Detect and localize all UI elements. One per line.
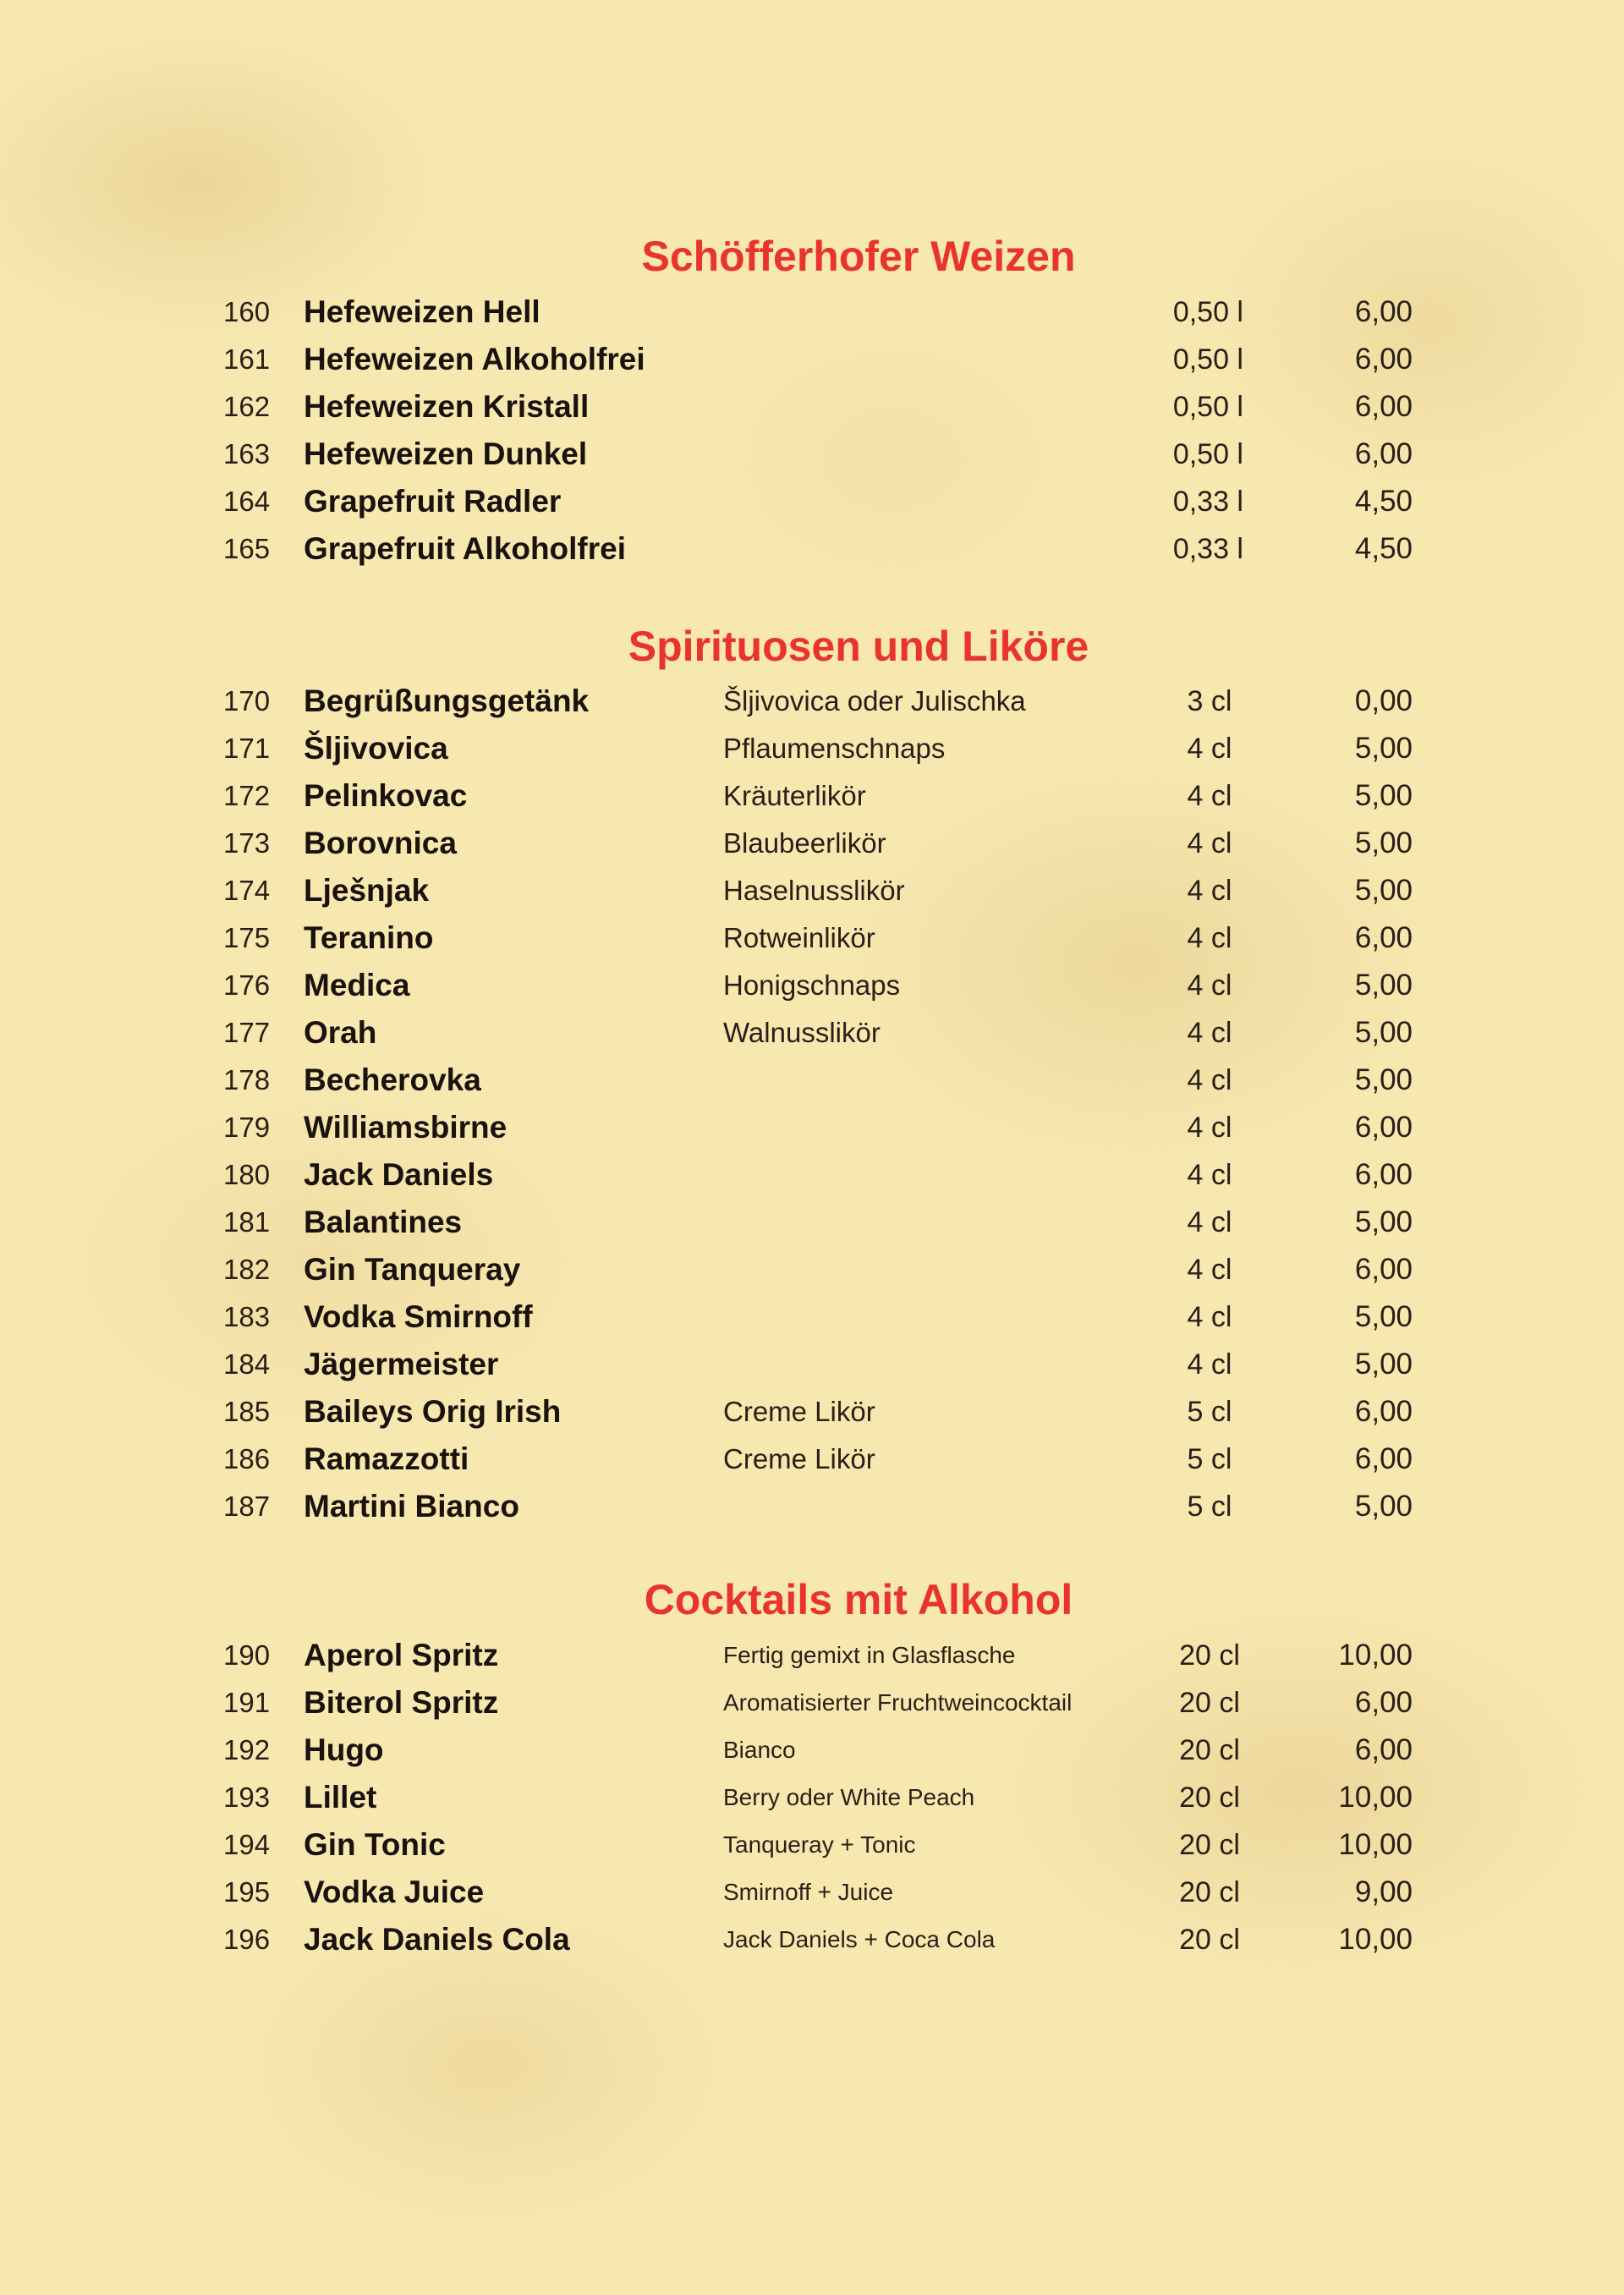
- menu-item-186: [0, 1436, 1624, 1483]
- item-number: 184: [223, 1348, 271, 1380]
- menu-item-187: [0, 1483, 1624, 1530]
- item-price: 6,00: [1354, 921, 1413, 954]
- item-number: 195: [223, 1876, 271, 1908]
- menu-item-180: [0, 1151, 1624, 1199]
- item-number: 176: [223, 969, 271, 1001]
- item-size: 20 cl: [1179, 1734, 1240, 1766]
- item-price: 5,00: [1354, 1300, 1413, 1333]
- item-description: Fertig gemixt in Glasflasche: [723, 1642, 1016, 1668]
- item-number: 180: [223, 1159, 271, 1190]
- item-number: 172: [223, 780, 271, 811]
- menu-item-184: [0, 1341, 1624, 1388]
- item-price: 4,50: [1354, 485, 1413, 518]
- item-number: 179: [223, 1112, 271, 1143]
- item-number: 175: [223, 922, 271, 953]
- item-price: 6,00: [1354, 1158, 1413, 1191]
- item-number: 186: [223, 1443, 271, 1474]
- item-name: Ramazzotti: [304, 1441, 469, 1476]
- item-size: 4 cl: [1187, 1254, 1232, 1286]
- item-description: Pflaumenschnaps: [723, 733, 946, 764]
- item-price: 5,00: [1354, 1016, 1413, 1049]
- item-name: Teranino: [304, 920, 434, 955]
- menu-item-182: [0, 1246, 1624, 1293]
- item-size: 4 cl: [1187, 1206, 1232, 1238]
- item-name: Gin Tanqueray: [304, 1252, 521, 1287]
- item-size: 20 cl: [1179, 1687, 1240, 1719]
- section-title-weizen: Schöfferhofer Weizen: [641, 233, 1076, 280]
- item-price: 9,00: [1354, 1875, 1413, 1908]
- item-name: Orah: [304, 1015, 377, 1050]
- item-name: Medica: [304, 968, 410, 1002]
- item-size: 4 cl: [1187, 922, 1232, 954]
- menu-item-183: [0, 1293, 1624, 1341]
- item-name: Begrüßungsgetänk: [304, 684, 590, 718]
- item-size: 0,50 l: [1172, 391, 1243, 423]
- item-size: 5 cl: [1187, 1396, 1232, 1428]
- item-size: 4 cl: [1187, 1112, 1232, 1144]
- item-number: 196: [223, 1924, 271, 1955]
- item-name: Martini Bianco: [304, 1489, 519, 1524]
- menu-item-160: [0, 288, 1624, 336]
- item-name: Jägermeister: [304, 1347, 499, 1381]
- item-price: 6,00: [1354, 1253, 1413, 1286]
- item-price: 5,00: [1354, 969, 1413, 1002]
- menu-item-171: [0, 725, 1624, 772]
- item-number: 191: [223, 1687, 271, 1718]
- item-size: 5 cl: [1187, 1443, 1232, 1475]
- item-size: 4 cl: [1187, 827, 1232, 859]
- item-price: 5,00: [1354, 732, 1413, 765]
- menu-item-194: [0, 1821, 1624, 1869]
- item-price: 5,00: [1354, 874, 1413, 907]
- item-price: 10,00: [1338, 1781, 1413, 1814]
- menu-item-195: [0, 1869, 1624, 1916]
- item-description: Aromatisierter Fruchtweincocktail: [723, 1689, 1073, 1716]
- item-name: Biterol Spritz: [304, 1685, 499, 1720]
- menu-item-164: [0, 478, 1624, 525]
- item-name: Lillet: [304, 1780, 377, 1815]
- item-number: 173: [223, 827, 271, 859]
- item-number: 171: [223, 733, 271, 764]
- item-size: 20 cl: [1179, 1639, 1240, 1672]
- item-description: Jack Daniels + Coca Cola: [723, 1926, 996, 1952]
- menu-item-165: [0, 525, 1624, 573]
- item-price: 4,50: [1354, 532, 1413, 565]
- item-size: 4 cl: [1187, 1348, 1232, 1381]
- menu-item-192: [0, 1727, 1624, 1774]
- item-size: 0,33 l: [1172, 486, 1243, 518]
- item-price: 10,00: [1338, 1639, 1413, 1672]
- item-number: 185: [223, 1396, 271, 1427]
- item-price: 5,00: [1354, 1063, 1413, 1096]
- item-number: 194: [223, 1829, 271, 1860]
- menu-item-190: [0, 1632, 1624, 1679]
- item-size: 20 cl: [1179, 1924, 1240, 1956]
- item-size: 4 cl: [1187, 1064, 1232, 1096]
- item-number: 163: [223, 438, 271, 469]
- item-description: Smirnoff + Juice: [723, 1879, 894, 1905]
- item-name: Becherovka: [304, 1062, 481, 1097]
- item-price: 6,00: [1354, 1442, 1413, 1475]
- menu-item-177: [0, 1009, 1624, 1057]
- item-name: Jack Daniels Cola: [304, 1922, 570, 1957]
- item-number: 165: [223, 533, 271, 564]
- menu-item-162: [0, 383, 1624, 431]
- item-name: Šljivovica: [304, 731, 448, 766]
- item-description: Tanqueray + Tonic: [723, 1831, 916, 1858]
- item-name: Hugo: [304, 1732, 384, 1767]
- item-price: 5,00: [1354, 779, 1413, 812]
- menu-item-163: [0, 431, 1624, 478]
- item-name: Baileys Orig Irish: [304, 1394, 562, 1429]
- item-description: Honigschnaps: [723, 969, 901, 1001]
- item-size: 20 cl: [1179, 1876, 1240, 1908]
- item-name: Hefeweizen Kristall: [304, 389, 590, 424]
- item-name: Vodka Smirnoff: [304, 1299, 533, 1334]
- menu-item-196: [0, 1916, 1624, 1963]
- item-price: 10,00: [1338, 1828, 1413, 1861]
- item-name: Pelinkovac: [304, 778, 468, 813]
- menu-item-172: [0, 772, 1624, 820]
- menu-item-179: [0, 1104, 1624, 1151]
- item-name: Hefeweizen Dunkel: [304, 436, 588, 471]
- item-name: Vodka Juice: [304, 1875, 485, 1909]
- section-title-cocktails: Cocktails mit Alkohol: [644, 1576, 1073, 1623]
- item-size: 4 cl: [1187, 1159, 1232, 1191]
- item-price: 6,00: [1354, 390, 1413, 423]
- item-number: 193: [223, 1782, 271, 1813]
- item-number: 162: [223, 391, 271, 422]
- menu-item-185: [0, 1388, 1624, 1436]
- menu-item-173: [0, 820, 1624, 867]
- item-name: Grapefruit Alkoholfrei: [304, 531, 627, 566]
- item-size: 4 cl: [1187, 1301, 1232, 1333]
- item-name: Jack Daniels: [304, 1157, 494, 1192]
- menu-item-170: [0, 678, 1624, 725]
- item-size: 0,50 l: [1172, 296, 1243, 328]
- item-name: Gin Tonic: [304, 1827, 446, 1862]
- item-number: 183: [223, 1301, 271, 1332]
- item-size: 4 cl: [1187, 1017, 1232, 1049]
- item-number: 164: [223, 486, 271, 517]
- item-number: 160: [223, 296, 271, 327]
- menu-item-161: [0, 336, 1624, 383]
- item-description: Rotweinlikör: [723, 922, 875, 953]
- menu-item-181: [0, 1199, 1624, 1246]
- item-number: 190: [223, 1639, 271, 1671]
- item-description: Walnusslikör: [723, 1017, 881, 1048]
- item-number: 178: [223, 1064, 271, 1095]
- item-number: 161: [223, 343, 271, 375]
- item-description: Bianco: [723, 1737, 796, 1763]
- item-name: Hefeweizen Hell: [304, 294, 540, 329]
- item-size: 0,50 l: [1172, 343, 1243, 376]
- item-number: 170: [223, 685, 271, 717]
- item-price: 6,00: [1354, 343, 1413, 376]
- item-name: Williamsbirne: [304, 1110, 508, 1145]
- item-description: Šljivovica oder Julischka: [723, 685, 1026, 717]
- menu-item-175: [0, 914, 1624, 962]
- item-number: 181: [223, 1206, 271, 1238]
- item-size: 20 cl: [1179, 1782, 1240, 1814]
- item-price: 6,00: [1354, 437, 1413, 470]
- item-size: 4 cl: [1187, 780, 1232, 812]
- item-number: 192: [223, 1734, 271, 1765]
- item-price: 5,00: [1354, 1490, 1413, 1523]
- item-price: 6,00: [1354, 1733, 1413, 1766]
- item-size: 5 cl: [1187, 1491, 1232, 1523]
- menu-item-191: [0, 1679, 1624, 1727]
- item-name: Grapefruit Radler: [304, 484, 562, 519]
- item-number: 174: [223, 875, 271, 906]
- menu-item-193: [0, 1774, 1624, 1821]
- item-size: 4 cl: [1187, 875, 1232, 907]
- item-price: 5,00: [1354, 1205, 1413, 1238]
- item-description: Berry oder White Peach: [723, 1784, 975, 1810]
- item-description: Kräuterlikör: [723, 780, 866, 811]
- item-size: 4 cl: [1187, 969, 1232, 1002]
- item-price: 6,00: [1354, 1111, 1413, 1144]
- item-name: Balantines: [304, 1205, 463, 1239]
- menu-item-176: [0, 962, 1624, 1009]
- item-price: 10,00: [1338, 1923, 1413, 1956]
- item-description: Haselnusslikör: [723, 875, 905, 906]
- item-price: 5,00: [1354, 1348, 1413, 1381]
- item-size: 20 cl: [1179, 1829, 1240, 1861]
- item-number: 182: [223, 1254, 271, 1285]
- item-price: 6,00: [1354, 295, 1413, 328]
- item-description: Blaubeerlikör: [723, 827, 886, 859]
- item-name: Lješnjak: [304, 873, 430, 908]
- item-price: 5,00: [1354, 826, 1413, 859]
- item-description: Creme Likör: [723, 1396, 875, 1427]
- item-size: 0,33 l: [1172, 533, 1243, 565]
- item-size: 0,50 l: [1172, 438, 1243, 470]
- item-size: 3 cl: [1187, 685, 1232, 717]
- item-size: 4 cl: [1187, 733, 1232, 765]
- item-name: Aperol Spritz: [304, 1638, 499, 1672]
- item-number: 177: [223, 1017, 271, 1048]
- item-price: 6,00: [1354, 1686, 1413, 1719]
- menu-item-178: [0, 1057, 1624, 1104]
- item-description: Creme Likör: [723, 1443, 875, 1474]
- item-name: Hefeweizen Alkoholfrei: [304, 342, 645, 376]
- section-title-spirituosen: Spirituosen und Liköre: [628, 623, 1089, 670]
- item-name: Borovnica: [304, 826, 457, 860]
- item-price: 0,00: [1354, 684, 1413, 717]
- item-price: 6,00: [1354, 1395, 1413, 1428]
- menu-item-174: [0, 867, 1624, 914]
- item-number: 187: [223, 1491, 271, 1522]
